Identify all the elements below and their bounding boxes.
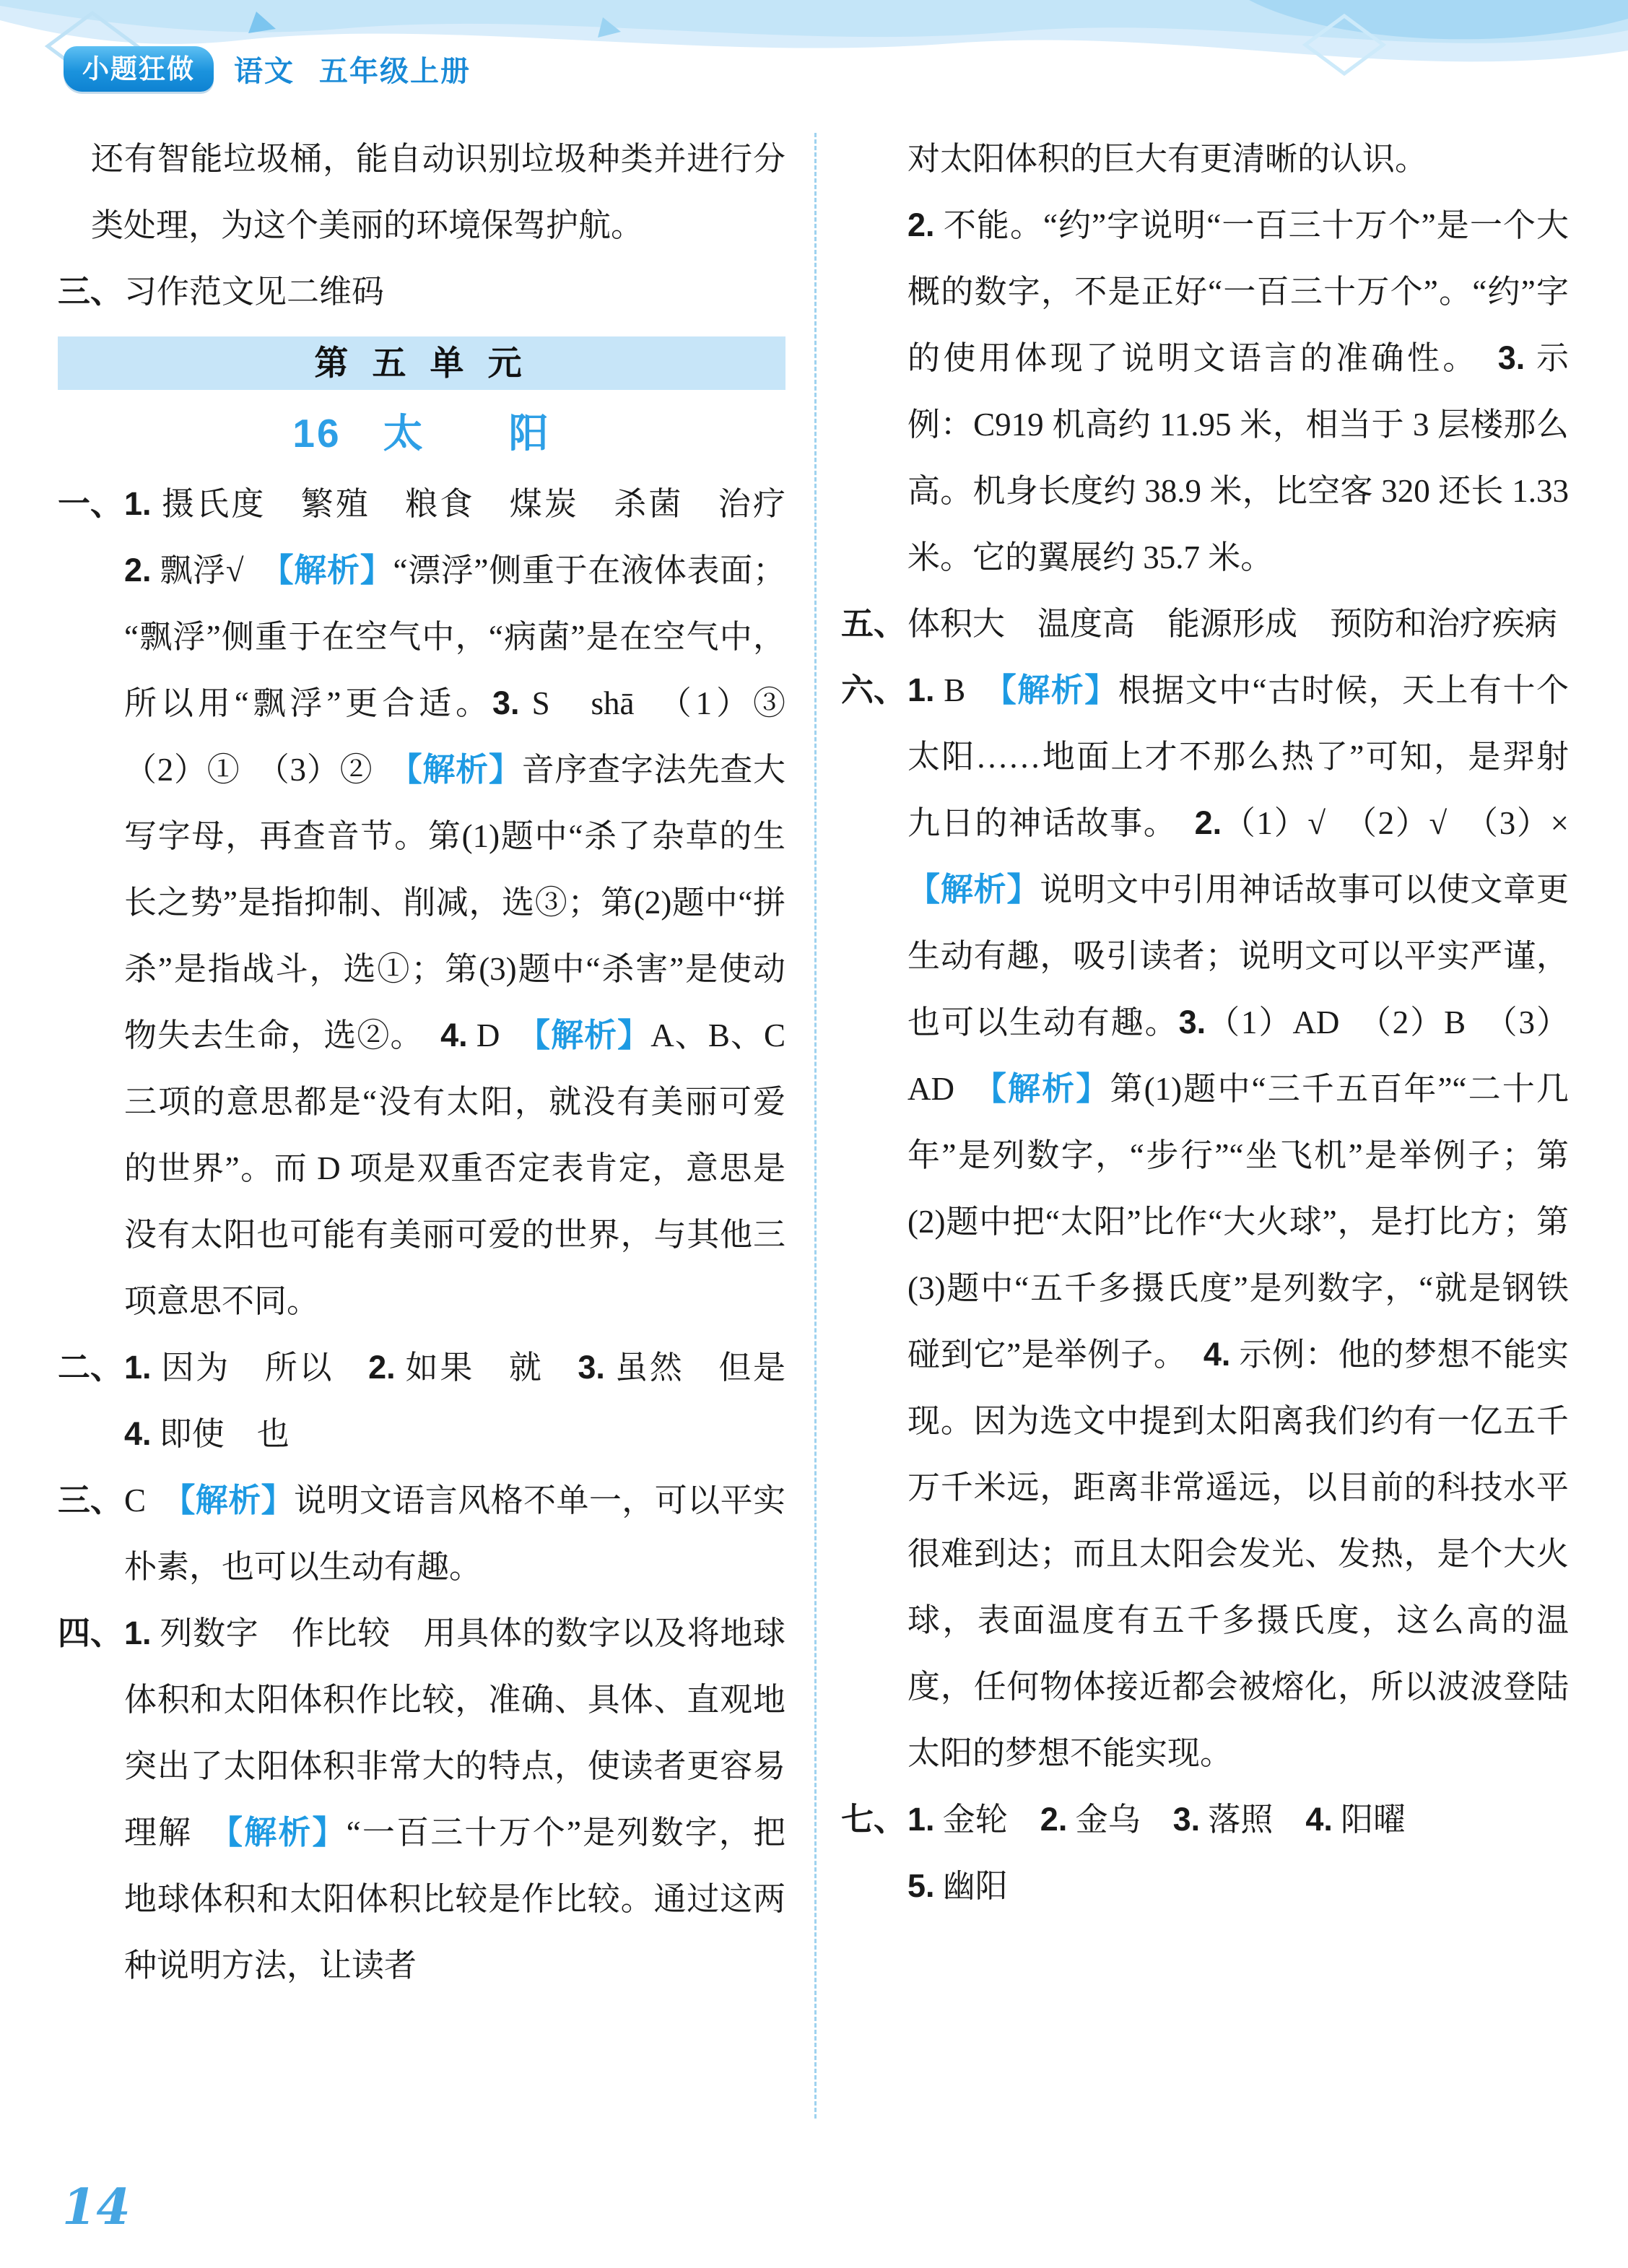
answer-item [841, 1786, 1569, 1919]
answer-number: 1. [124, 485, 152, 522]
answer-number: 2. [1040, 1801, 1068, 1838]
answer-number: 3. [1172, 1801, 1201, 1838]
text-run: 虽然 但是 [604, 1350, 818, 1386]
text-run: （1）AD （2）B （3）AD [907, 1004, 1569, 1107]
answer-number: 2. [1194, 804, 1222, 841]
answer-number: 1. [124, 1349, 152, 1386]
content-area [0, 123, 1628, 2162]
text-run: 阳曜 [1332, 1802, 1406, 1838]
text-run: 列数字 作比较 用具体的数字以及将地球体积和太阳体积作比较，准确、具体、直观地突出了太阳体积非常大的特点，使读者更容易理解 [124, 1615, 785, 1851]
answer-number: 4. [1305, 1801, 1333, 1838]
answer-item [58, 471, 819, 1334]
answer-number: 3. [1178, 1004, 1206, 1040]
answer-number: 2. [124, 552, 152, 588]
answer-paragraph [841, 126, 1569, 192]
answer-number: 4. [440, 1017, 468, 1053]
text-run: B [934, 672, 1001, 708]
answer-number: 3. [492, 685, 520, 721]
item-marker: 七、 [841, 1801, 907, 1838]
item-marker: 四、 [58, 1615, 123, 1651]
right-column [841, 126, 1602, 2162]
text-run: 即使 也 [151, 1416, 290, 1452]
text-run: 习作范文见二维码 [124, 274, 385, 310]
answer-number: 4. [1203, 1336, 1231, 1373]
column-divider [814, 133, 817, 2119]
answer-number: 3. [578, 1349, 605, 1386]
answer-number: 3. [1497, 339, 1525, 376]
answer-number: 2. [368, 1349, 396, 1386]
text-run: S shā （1）③ （2）① （3）② [124, 685, 819, 788]
answer-number: 1. [124, 1615, 152, 1651]
item-marker: 六、 [841, 672, 907, 708]
text-run: 还有智能垃圾桶，能自动识别垃圾种类并进行分类处理，为这个美丽的环境保驾护航。 [91, 141, 785, 243]
text-run: 飘浮√ [151, 552, 278, 588]
text-run: 示例：C919 机高约 11.95 米，相当于 3 层楼那么高。机身长度约 38.9 米，比空客 320 还长 1.33 米。它的翼展约 35.7 米。 [907, 340, 1569, 575]
text-run: 金乌 [1067, 1802, 1173, 1838]
item-marker: 三、 [58, 273, 123, 310]
answer-item [58, 1600, 785, 1999]
analysis-label: 【解析】 [990, 1070, 1110, 1107]
text-run: C [124, 1482, 179, 1518]
analysis-label: 【解析】 [277, 552, 393, 588]
text-run: 如果 就 [395, 1350, 578, 1386]
text-run: 金轮 [934, 1802, 1040, 1838]
analysis-label: 【解析】 [1000, 672, 1118, 708]
text-run: 幽阳 [934, 1868, 1008, 1904]
item-marker: 二、 [58, 1349, 123, 1386]
item-marker: 三、 [58, 1482, 123, 1518]
answer-number: 1. [907, 1801, 935, 1838]
lesson-title: 16 太 阳 [292, 411, 551, 456]
answer-item [841, 591, 1569, 657]
answer-item [841, 657, 1602, 1786]
page-header [0, 0, 1628, 123]
text-run: 对太阳体积的巨大有更清晰的认识。 [907, 141, 1428, 177]
text-run: 示例：他的梦想不能实现。因为选文中提到太阳离我们约有一亿五千万千米远，距离非常遥远，以目前的科技水平很难到达；而且太阳会发光、发热，是个大火球，表面温度有五千多摄氏度，这么高的温度，任何物体接近都会被熔化，所以波波登陆太阳的梦想不能实现。 [907, 1337, 1569, 1771]
answer-number: 2. [907, 207, 935, 243]
text-run: 第(1)题中“三千五百年”“二十几年”是列数字，“步行”“坐飞机”是举例子；第(2)题中把“太阳”比作“大火球”，是打比方；第(3)题中“五千多摄氏度”是列数字，“就是钢铁碰到它”是举例子。 [907, 1071, 1569, 1373]
analysis-label: 【解析】 [907, 871, 1040, 908]
answer-paragraph [58, 126, 785, 258]
brand-logo: 小题狂做 [64, 46, 214, 92]
item-marker: 五、 [841, 605, 907, 642]
text-run: D [467, 1017, 534, 1053]
grade-name: 五年级上册 [319, 56, 471, 87]
answer-number: 1. [907, 672, 935, 708]
left-column [58, 126, 819, 2162]
analysis-label: 【解析】 [178, 1482, 295, 1518]
answer-item [58, 258, 785, 325]
text-run: 音序查字法先查大写字母，再查音节。第(1)题中“杀了杂草的生长之势”是指抑制、削减，选③；第(2)题中“拼杀”是指战斗，选①；第(3)题中“杀害”是使动物失去生命，选②。 [124, 752, 785, 1053]
analysis-label: 【解析】 [406, 751, 522, 788]
text-run: 落照 [1200, 1802, 1306, 1838]
analysis-label: 【解析】 [534, 1017, 651, 1053]
subject-name: 语文 [234, 56, 295, 87]
answer-paragraph [841, 192, 1569, 591]
header-subject [234, 48, 471, 90]
text-run: 摄氏度 繁殖 粮食 煤炭 杀菌 治疗 [151, 486, 818, 522]
page-number: 14 [62, 2178, 131, 2236]
text-run: 因为 所以 [151, 1350, 369, 1386]
text-run: 根据文中“古时候，天上有十个太阳……地面上才不那么热了”可知，是羿射九日的神话故事。 [907, 672, 1569, 841]
answer-number: 5. [907, 1867, 935, 1904]
item-marker: 一、 [58, 485, 123, 522]
answer-item [58, 1467, 785, 1600]
answer-item [58, 1334, 818, 1467]
text-run: 不能。“约”字说明“一百三十万个”是一个大概的数字，不是正好“一百三十万个”。“约”字的使用体现了说明文语言的准确性。 [907, 207, 1569, 376]
text-run: 说明文中引用神话故事可以使文章更生动有趣，吸引读者；说明文可以平实严谨，也可以生动有趣。 [907, 872, 1569, 1040]
text-run: 体积大 温度高 能源形成 预防和治疗疾病 [907, 606, 1558, 642]
answer-number: 4. [124, 1415, 152, 1452]
text-run: 说明文语言风格不单一，可以平实朴素，也可以生动有趣。 [124, 1482, 785, 1585]
analysis-label: 【解析】 [226, 1814, 347, 1851]
text-run: A、B、C 三项的意思都是“没有太阳，就没有美丽可爱的世界”。而 D 项是双重否定表肯定，意思是没有太阳也可能有美丽可爱的世界，与其他三项意思不同。 [124, 1017, 785, 1319]
unit-header: 第 五 单 元 [58, 336, 785, 390]
text-run: “一百三十万个”是列数字，把地球体积和太阳体积比较是作比较。通过这两种说明方法，让读者 [124, 1815, 785, 1984]
text-run: “漂浮”侧重于在液体表面；“飘浮”侧重于在空气中，“病菌”是在空气中，所以用“飘浮”更合适。 [124, 552, 785, 721]
text-run: （1）√ （2）√ （3）× [1222, 805, 1602, 841]
brand-row [64, 46, 471, 92]
